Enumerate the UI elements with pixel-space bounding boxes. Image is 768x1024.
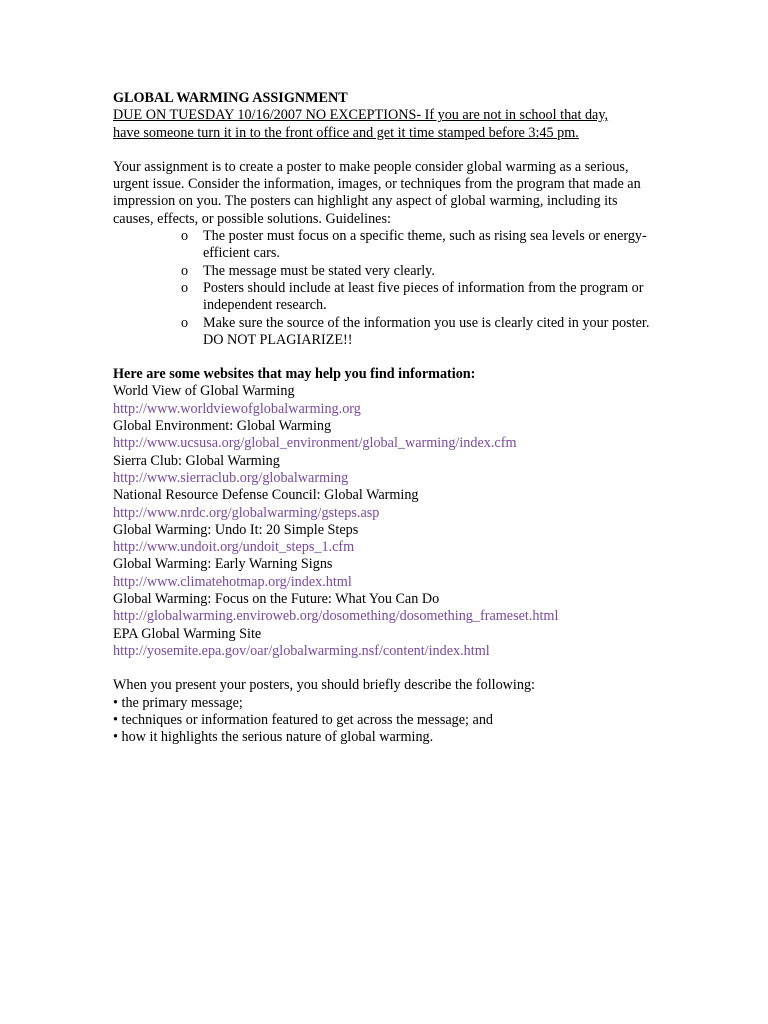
website-entry (113, 626, 658, 661)
website-name: Global Warming: Early Warning Signs (113, 556, 333, 573)
guideline-text: Posters should include at least five pieces of information from the program or independent research. (203, 279, 644, 314)
bullet-icon: • (113, 729, 118, 746)
website-entry (113, 522, 658, 557)
website-name: World View of Global Warming (113, 383, 295, 400)
website-link[interactable]: http://www.undoit.org/undoit_steps_1.cfm (113, 539, 355, 556)
website-entry (113, 591, 658, 626)
website-name: EPA Global Warming Site (113, 625, 262, 642)
presentation-item-text: the primary message; (121, 694, 243, 711)
presentation-item-text: how it highlights the serious nature of global warming. (121, 729, 434, 746)
due-date-line-2: have someone turn it in to the front office and get it time stamped before 3:45 pm. (113, 124, 579, 141)
guideline-item (113, 315, 658, 350)
website-entry (113, 418, 658, 453)
website-name: Global Environment: Global Warming (113, 418, 332, 435)
guideline-text: The message must be stated very clearly. (203, 262, 435, 279)
guidelines-list (113, 228, 658, 349)
website-link[interactable]: http://yosemite.epa.gov/oar/globalwarming.nsf/content/index.html (113, 642, 490, 659)
guideline-item (113, 228, 658, 263)
guideline-item (113, 263, 658, 280)
guideline-text: Make sure the source of the information you use is clearly cited in your poster. DO NOT PLAGIARIZE!! (203, 314, 650, 348)
websites-heading: Here are some websites that may help you find information: (113, 366, 476, 383)
due-date-line-1: DUE ON TUESDAY 10/16/2007 NO EXCEPTIONS- If you are not in school that day, (113, 107, 609, 124)
assignment-document (113, 90, 658, 746)
website-link[interactable]: http://www.worldviewofglobalwarming.org (113, 400, 361, 417)
website-name: Global Warming: Undo It: 20 Simple Steps (113, 521, 359, 538)
bullet-icon: o (181, 262, 189, 279)
spacer (113, 142, 658, 159)
website-link[interactable]: http://www.sierraclub.org/globalwarming (113, 469, 349, 486)
guideline-item (113, 280, 658, 315)
website-entry (113, 453, 658, 488)
website-name: Sierra Club: Global Warming (113, 452, 280, 469)
document-title: GLOBAL WARMING ASSIGNMENT (113, 90, 348, 106)
presentation-item-text: techniques or information featured to get across the message; and (121, 711, 494, 728)
website-name: National Resource Defense Council: Global Warming (113, 487, 419, 504)
presentation-item (113, 712, 658, 729)
guideline-text: The poster must focus on a specific theme, such as rising sea levels or energy-efficient cars. (203, 228, 647, 262)
website-link[interactable]: http://www.ucsusa.org/global_environment/global_warming/index.cfm (113, 435, 517, 452)
spacer (113, 349, 658, 366)
website-entry (113, 383, 658, 418)
presentation-item (113, 695, 658, 712)
website-entry (113, 556, 658, 591)
website-link[interactable]: http://www.nrdc.org/globalwarming/gsteps.asp (113, 504, 380, 521)
presentation-intro: When you present your posters, you should briefly describe the following: (113, 677, 535, 694)
website-link[interactable]: http://www.climatehotmap.org/index.html (113, 573, 352, 590)
bullet-icon: o (181, 228, 189, 245)
bullet-icon: • (113, 711, 118, 728)
website-link[interactable]: http://globalwarming.enviroweb.org/dosomething/dosomething_frameset.html (113, 608, 559, 625)
presentation-item (113, 729, 658, 746)
website-name: Global Warming: Focus on the Future: What You Can Do (113, 591, 440, 608)
website-entry (113, 487, 658, 522)
bullet-icon: o (181, 279, 189, 296)
spacer (113, 660, 658, 677)
bullet-icon: o (181, 314, 189, 331)
bullet-icon: • (113, 694, 118, 711)
intro-paragraph: Your assignment is to create a poster to make people consider global warming as a serious, urgent issue. Consider the information, images, or techniques from the program that made an impression on you. The posters can highlight any aspect of global warming, including its causes, effects, or possible solutions. Guidelines: (113, 158, 641, 227)
